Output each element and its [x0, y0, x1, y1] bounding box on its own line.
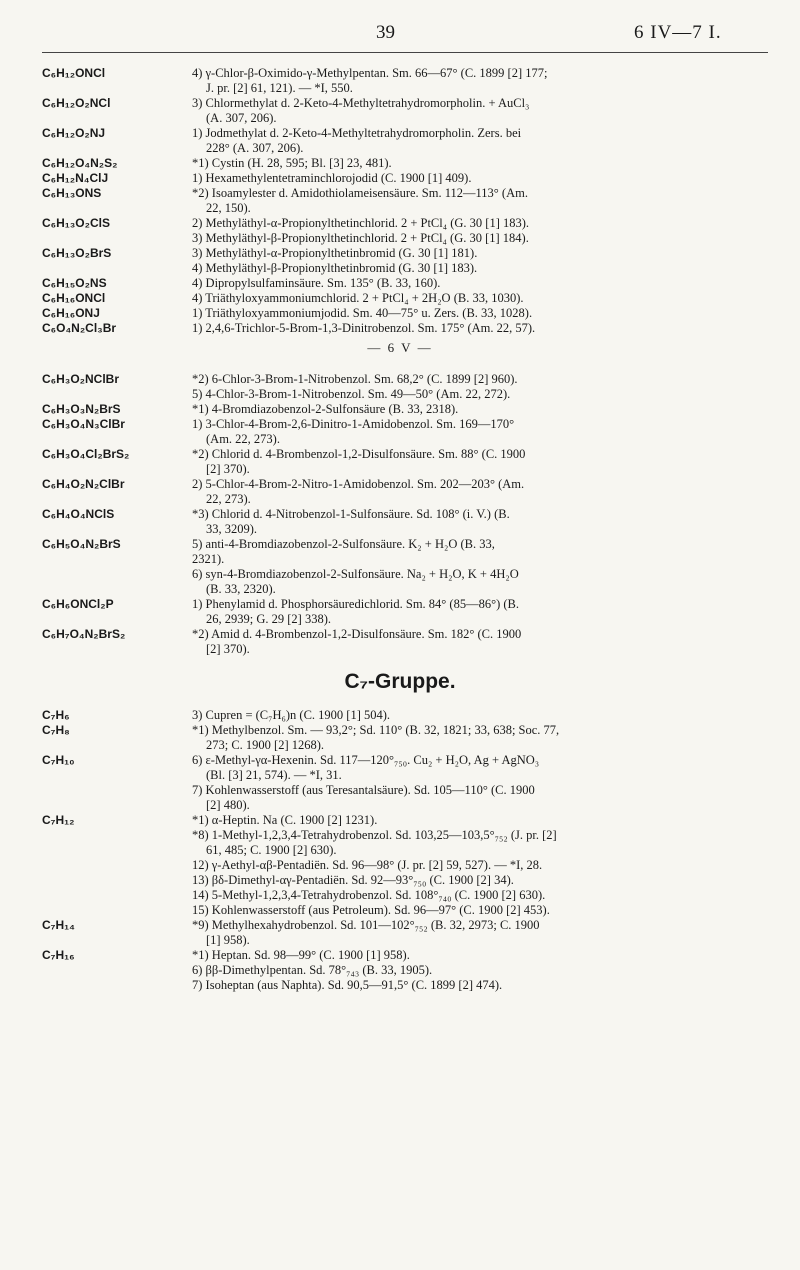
compound-description: [192, 276, 782, 291]
compound-description: [192, 537, 782, 597]
compound-entry: [0, 447, 800, 477]
compound-entry: [0, 537, 800, 597]
description-line: 22, 273).: [206, 492, 251, 506]
compound-formula: C₇H₁₄: [42, 918, 75, 932]
description-line: 273; C. 1900 [2] 1268).: [206, 738, 325, 752]
description-line: 1) Hexamethylentetraminchlorojodid (C. 1900 [1] 409).: [192, 171, 472, 185]
description-line: 26, 2939; G. 29 [2] 338).: [206, 612, 331, 626]
description-line: 15) Kohlenwasserstoff (aus Petroleum). Sd. 96—97° (C. 1900 [2] 453).: [192, 903, 550, 917]
description-line: *1) Methylbenzol. Sm. — 93,2°; Sd. 110° (B. 32, 1821; 33, 638; Soc. 77,: [192, 723, 560, 737]
compound-description: [192, 507, 782, 537]
compound-description: [192, 246, 782, 276]
description-line: *9) Methylhexahydrobenzol. Sd. 101—102°₇₅₂ (B. 32, 2973; C. 1900: [192, 918, 540, 932]
description-line: 7) Kohlenwasserstoff (aus Teresantalsäure). Sd. 105—110° (C. 1900: [192, 783, 535, 797]
group-title: C₇-Gruppe.: [344, 670, 456, 693]
compound-entry: [0, 372, 800, 402]
description-line: 4) Dipropylsulfaminsäure. Sm. 135° (B. 33, 160).: [192, 276, 441, 290]
compound-entry: [0, 291, 800, 306]
compound-description: [192, 216, 782, 246]
compound-entry: [0, 627, 800, 657]
compound-description: [192, 813, 782, 918]
compound-formula: C₆H₇O₄N₂BrS₂: [42, 627, 126, 641]
compound-entry: [0, 126, 800, 156]
compound-formula: C₆H₁₆ONCl: [42, 291, 106, 305]
header-rule: [42, 52, 768, 53]
compound-entry: [0, 246, 800, 276]
compound-formula: C₆H₃O₃N₂BrS: [42, 402, 121, 416]
compound-description: [192, 417, 782, 447]
description-line: 4) γ-Chlor-β-Oximido-γ-Methylpentan. Sm. 66—67° (C. 1899 [2] 177;: [192, 66, 548, 80]
compound-description: [192, 627, 782, 657]
description-line: 2) Methyläthyl-α-Propionylthetinchlorid. 2 + PtCl₄ (G. 30 [1] 183).: [192, 216, 530, 230]
description-line: (Bl. [3] 21, 574). — *I, 31.: [206, 768, 342, 782]
compound-formula: C₆H₁₂O₂NCl: [42, 96, 111, 110]
compound-description: [192, 753, 782, 813]
description-line: 6) ε-Methyl-γα-Hexenin. Sd. 117—120°₇₅₀. Cu₂ + H₂O, Ag + AgNO₃: [192, 753, 540, 767]
description-line: (B. 33, 2320).: [206, 582, 276, 596]
compound-entry: [0, 918, 800, 948]
description-line: 2321).: [192, 552, 225, 566]
compound-formula: C₆H₁₃O₂ClS: [42, 216, 110, 230]
compound-description: [192, 291, 782, 306]
compound-formula: C₇H₈: [42, 723, 70, 737]
description-line: [1] 958).: [206, 933, 250, 947]
compound-formula: C₆H₁₃O₂BrS: [42, 246, 112, 260]
description-line: 1) Jodmethylat d. 2-Keto-4-Methyltetrahydromorpholin. Zers. bei: [192, 126, 522, 140]
compound-formula: C₆O₄N₂Cl₃Br: [42, 321, 117, 335]
compound-entry: [0, 597, 800, 627]
compound-formula: C₆H₁₅O₂NS: [42, 276, 107, 290]
compound-entry: [0, 66, 800, 96]
compound-description: [192, 918, 782, 948]
description-line: 3) Chlormethylat d. 2-Keto-4-Methyltetrahydromorpholin. + AuCl₃: [192, 96, 530, 110]
description-line: [2] 370).: [206, 462, 250, 476]
compound-entry: [0, 216, 800, 246]
compound-formula: C₆H₄O₂N₂ClBr: [42, 477, 125, 491]
compound-formula: C₇H₆: [42, 708, 70, 722]
description-line: *2) Amid d. 4-Brombenzol-1,2-Disulfonsäure. Sm. 182° (C. 1900: [192, 627, 522, 641]
description-line: [2] 480).: [206, 798, 250, 812]
description-line: *2) 6-Chlor-3-Brom-1-Nitrobenzol. Sm. 68,2° (C. 1899 [2] 960).: [192, 372, 518, 386]
compound-formula: C₆H₃O₂NClBr: [42, 372, 119, 386]
entries-block-6iv: [0, 66, 800, 336]
compound-formula: C₆H₃O₄Cl₂BrS₂: [42, 447, 130, 461]
description-line: *2) Isoamylester d. Amidothiolameisensäure. Sm. 112—113° (Am.: [192, 186, 528, 200]
entries-block-6v: [0, 372, 800, 657]
compound-formula: C₆H₁₂N₄ClJ: [42, 171, 109, 185]
compound-description: [192, 597, 782, 627]
description-line: [2] 370).: [206, 642, 250, 656]
compound-formula: C₆H₁₂O₄N₂S₂: [42, 156, 118, 170]
compound-formula: C₆H₁₂ONCl: [42, 66, 106, 80]
compound-description: [192, 402, 782, 417]
compound-description: [192, 66, 782, 96]
description-line: 61, 485; C. 1900 [2] 630).: [206, 843, 337, 857]
compound-description: [192, 321, 782, 336]
description-line: 1) 3-Chlor-4-Brom-2,6-Dinitro-1-Amidobenzol. Sm. 169—170°: [192, 417, 515, 431]
compound-description: [192, 171, 782, 186]
description-line: *3) Chlorid d. 4-Nitrobenzol-1-Sulfonsäure. Sd. 108° (i. V.) (B.: [192, 507, 510, 521]
description-line: 3) Methyläthyl-β-Propionylthetinchlorid. 2 + PtCl₄ (G. 30 [1] 184).: [192, 231, 529, 245]
description-line: 228° (A. 307, 206).: [206, 141, 304, 155]
compound-formula: C₆H₁₃ONS: [42, 186, 102, 200]
compound-description: [192, 372, 782, 402]
compound-entry: [0, 708, 800, 723]
compound-description: [192, 126, 782, 156]
compound-description: [192, 306, 782, 321]
compound-entry: [0, 813, 800, 918]
compound-formula: C₆H₅O₄N₂BrS: [42, 537, 121, 551]
description-line: 22, 150).: [206, 201, 251, 215]
compound-entry: [0, 753, 800, 813]
description-line: 1) Phenylamid d. Phosphorsäuredichlorid. Sm. 84° (85—86°) (B.: [192, 597, 519, 611]
description-line: 4) Methyläthyl-β-Propionylthetinbromid (G. 30 [1] 183).: [192, 261, 478, 275]
compound-formula: C₆H₃O₄N₃ClBr: [42, 417, 125, 431]
description-line: 33, 3209).: [206, 522, 258, 536]
compound-description: [192, 723, 782, 753]
compound-description: [192, 156, 782, 171]
compound-entry: [0, 948, 800, 993]
compound-entry: [0, 156, 800, 171]
description-line: *8) 1-Methyl-1,2,3,4-Tetrahydrobenzol. Sd. 103,25—103,5°₇₅₂ (J. pr. [2]: [192, 828, 557, 842]
description-line: 4) Triäthyloxyammoniumchlorid. 2 + PtCl₄ + 2H₂O (B. 33, 1030).: [192, 291, 524, 305]
compound-entry: [0, 402, 800, 417]
compound-description: [192, 948, 782, 993]
description-line: 7) Isoheptan (aus Naphta). Sd. 90,5—91,5° (C. 1899 [2] 474).: [192, 978, 503, 992]
description-line: 1) Triäthyloxyammoniumjodid. Sm. 40—75° u. Zers. (B. 33, 1028).: [192, 306, 533, 320]
compound-entry: [0, 306, 800, 321]
compound-entry: [0, 507, 800, 537]
compound-entry: [0, 477, 800, 507]
description-line: *1) α-Heptin. Na (C. 1900 [2] 1231).: [192, 813, 378, 827]
description-line: J. pr. [2] 61, 121). — *I, 550.: [206, 81, 353, 95]
page-number: 39: [376, 22, 395, 43]
description-line: 3) Methyläthyl-α-Propionylthetinbromid (G. 30 [1] 181).: [192, 246, 478, 260]
compound-formula: C₆H₁₆ONJ: [42, 306, 100, 320]
compound-entry: [0, 171, 800, 186]
description-line: 5) anti-4-Bromdiazobenzol-2-Sulfonsäure. K₂ + H₂O (B. 33,: [192, 537, 495, 551]
compound-description: [192, 186, 782, 216]
description-line: 14) 5-Methyl-1,2,3,4-Tetrahydrobenzol. Sd. 108°₇₄₀ (C. 1900 [2] 630).: [192, 888, 546, 902]
compound-description: [192, 96, 782, 126]
compound-formula: C₆H₁₂O₂NJ: [42, 126, 106, 140]
compound-description: [192, 477, 782, 507]
compound-entry: [0, 96, 800, 126]
compound-description: [192, 708, 782, 723]
description-line: (Am. 22, 273).: [206, 432, 280, 446]
compound-entry: [0, 723, 800, 753]
section-marker: 6 IV—7 I.: [634, 22, 722, 43]
description-line: *1) 4-Bromdiazobenzol-2-Sulfonsäure (B. 33, 2318).: [192, 402, 459, 416]
compound-formula: C₆H₆ONCl₂P: [42, 597, 114, 611]
description-line: 3) Cupren = (C₇H₆)n (C. 1900 [1] 504).: [192, 708, 391, 722]
description-line: (A. 307, 206).: [206, 111, 277, 125]
description-line: 6) ββ-Dimethylpentan. Sd. 78°₇₄₃ (B. 33, 1905).: [192, 963, 433, 977]
compound-formula: C₆H₄O₄NClS: [42, 507, 115, 521]
compound-description: [192, 447, 782, 477]
section-divider: — 6 V —: [367, 340, 433, 355]
compound-formula: C₇H₁₂: [42, 813, 75, 827]
description-line: 13) βδ-Dimethyl-αγ-Pentadiën. Sd. 92—93°₇₅₀ (C. 1900 [2] 34).: [192, 873, 514, 887]
description-line: 1) 2,4,6-Trichlor-5-Brom-1,3-Dinitrobenzol. Sm. 175° (Am. 22, 57).: [192, 321, 536, 335]
description-line: 2) 5-Chlor-4-Brom-2-Nitro-1-Amidobenzol. Sm. 202—203° (Am.: [192, 477, 525, 491]
compound-entry: [0, 417, 800, 447]
compound-formula: C₇H₁₆: [42, 948, 75, 962]
description-line: *1) Heptan. Sd. 98—99° (C. 1900 [1] 958).: [192, 948, 410, 962]
description-line: *1) Cystin (H. 28, 595; Bl. [3] 23, 481).: [192, 156, 392, 170]
description-line: 12) γ-Aethyl-αβ-Pentadiën. Sd. 96—98° (J. pr. [2] 59, 527). — *I, 28.: [192, 858, 543, 872]
compound-entry: [0, 321, 800, 336]
description-line: 5) 4-Chlor-3-Brom-1-Nitrobenzol. Sm. 49—50° (Am. 22, 272).: [192, 387, 511, 401]
compound-formula: C₇H₁₀: [42, 753, 75, 767]
compound-entry: [0, 186, 800, 216]
description-line: *2) Chlorid d. 4-Brombenzol-1,2-Disulfonsäure. Sm. 88° (C. 1900: [192, 447, 526, 461]
compound-entry: [0, 276, 800, 291]
entries-block-c7: [0, 708, 800, 993]
description-line: 6) syn-4-Bromdiazobenzol-2-Sulfonsäure. Na₂ + H₂O, K + 4H₂O: [192, 567, 519, 581]
